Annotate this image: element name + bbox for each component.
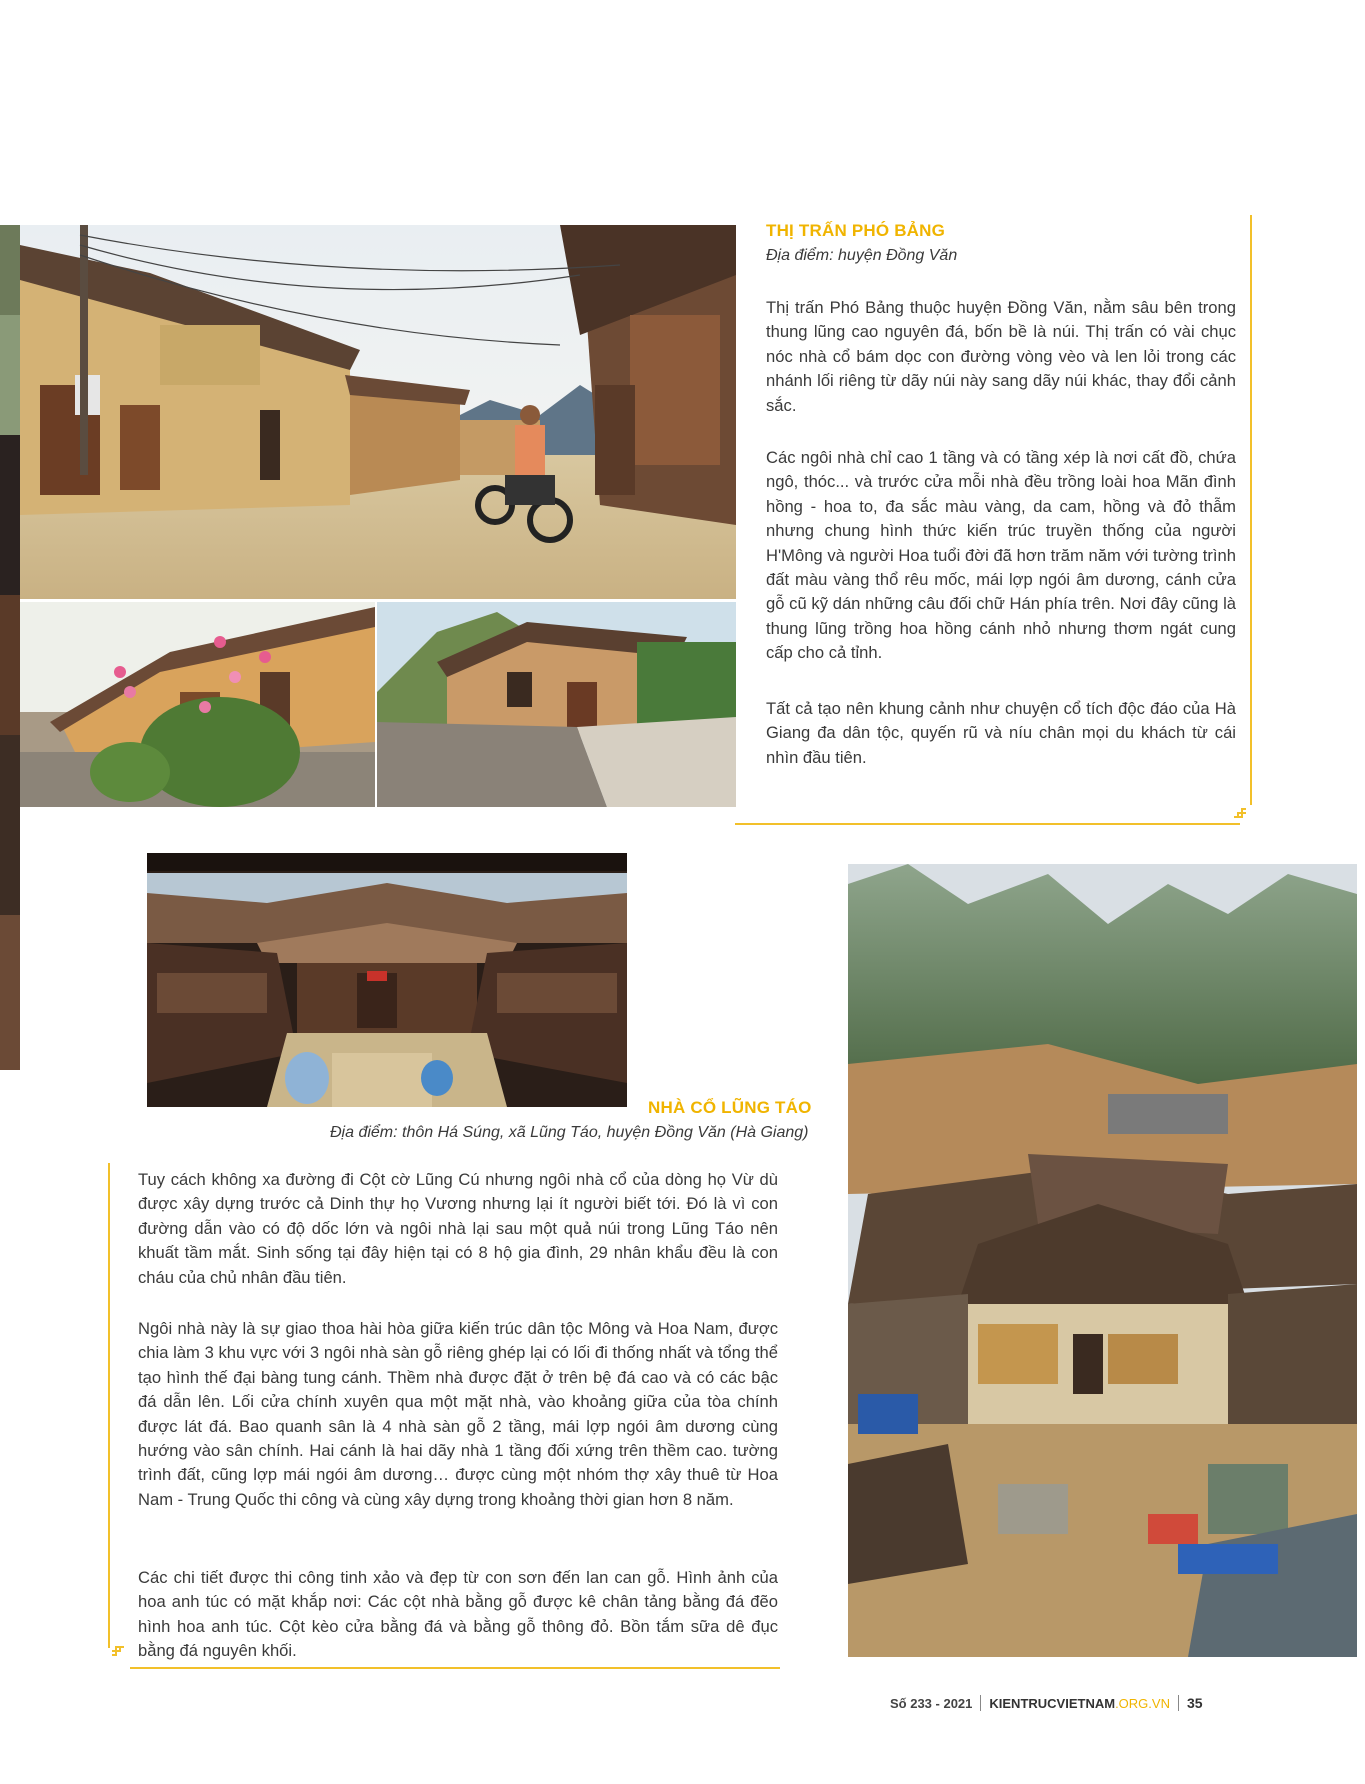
lung-tao-location: Địa điểm: thôn Há Súng, xã Lũng Táo, huyện Đồng Văn (Hà Giang) xyxy=(330,1124,809,1141)
brand-name: KIENTRUCVIETNAM xyxy=(989,1695,1116,1711)
brand-domain: .ORG.VN xyxy=(1115,1695,1170,1711)
pho-bang-street-photo xyxy=(20,225,736,599)
section1-frame-right xyxy=(1250,215,1252,805)
section2-frame-bottom xyxy=(130,1667,780,1669)
lung-tao-courtyard-photo xyxy=(147,853,627,1107)
section2-frame-left xyxy=(108,1163,110,1648)
pho-bang-paragraph-1: Thị trấn Phó Bảng thuộc huyện Đồng Văn, nằm sâu bên trong thung lũng cao nguyên đá, bốn bề là núi. Thị trấn có vài chục nóc nhà cổ bám dọc con đường vòng vèo và len lỏi trong các nhánh lối riêng từ dãy núi này sang dãy núi khác, thay đổi cảnh sắc. xyxy=(766,298,1236,415)
footer-divider-2 xyxy=(1178,1695,1179,1711)
lung-tao-paragraph-3: Các chi tiết được thi công tinh xảo và đẹp từ con sơn đến lan can gỗ. Hình ảnh của hoa anh túc có mặt khắp nơi: Các cột nhà bằng gỗ được kê chân tảng bằng đá đẽo hình hoa anh túc. Cột kèo cửa bằng đá và bằng gỗ thông đỏ. Bồn tắm sữa dê đục bằng đá nguyên khối. xyxy=(138,1568,778,1661)
lung-tao-paragraph-1: Tuy cách không xa đường đi Cột cờ Lũng Cú nhưng ngôi nhà cổ của dòng họ Vừ dù được xây dựng trước cả Dinh thự họ Vương nhưng lại ít người biết tới. Đó là vì con đường dẫn vào có độ dốc lớn và ngôi nhà lại sau một quả núi trong Lũng Táo nên khuất tầm mắt. Sinh sống tại đây hiện tại có 8 hộ gia đình, 29 nhân khẩu đều là con cháu của chủ nhân đầu tiên. xyxy=(138,1170,778,1287)
footer-divider xyxy=(980,1695,981,1711)
pho-bang-paragraph-3: Tất cả tạo nên khung cảnh như chuyện cổ tích độc đáo của Hà Giang đa dân tộc, quyến rũ và níu chân mọi du khách từ cái nhìn đầu tiên. xyxy=(766,699,1236,767)
stone-wall-village-photo xyxy=(377,602,736,807)
hollyhock-house-photo xyxy=(20,602,375,807)
page-number: 35 xyxy=(1186,1695,1203,1711)
lung-tao-paragraph-2: Ngôi nhà này là sự giao thoa hài hòa giữa kiến trúc dân tộc Mông và Hoa Nam, được chia làm 3 khu vực với 3 ngôi nhà sàn gỗ riêng ghép lại có lối đi thống nhất và tổng thể tạo hình thế đại bàng tung cánh. Thềm nhà được đặt ở trên bệ đá cao và có các bậc đá dẫn lên. Lối cửa chính xuyên qua một mặt nhà, vào khoảng giữa của tòa chính được lát đá. Bao quanh sân là 4 nhà sàn gỗ 2 tầng, mái lợp ngói âm dương cùng hướng vào sân chính. Hai cánh là hai dãy nhà 1 tầng đối xứng trên thềm cao. tường trình đất, cũng lợp mái ngói âm dương… được cùng một nhóm thợ xây thuê từ Hoa Nam - Trung Quốc thi công và cùng xây dựng trong khoảng thời gian hơn 8 năm. xyxy=(138,1319,778,1509)
pho-bang-paragraph-2: Các ngôi nhà chỉ cao 1 tầng và có tầng xép là nơi cất đồ, chứa ngô, thóc... và trước cửa mỗi nhà đều trồng loài hoa Mãn đình hồng - hoa to, đa sắc màu vàng, da cam, hồng và đỏ thẫm nhưng chung hình thức kiến trúc truyền thống của người H'Mông và người Hoa tuổi đời đã hơn trăm năm với tường trình đất màu vàng thổ rêu mốc, mái lợp ngói âm dương, cánh cửa gỗ cũ kỹ dán những câu đối chữ Hán phía trên. Nơi đây cũng là thung lũng trồng hoa hồng cánh nhỏ nhưng thơm ngát cung cấp cho cả tỉnh. xyxy=(766,448,1236,663)
lung-tao-title: NHÀ CỔ LŨNG TÁO xyxy=(648,1098,812,1117)
section1-frame-bottom xyxy=(735,823,1240,825)
left-edge-photo-strip xyxy=(0,225,20,1070)
pho-bang-location: Địa điểm: huyện Đồng Văn xyxy=(766,247,958,264)
lung-tao-aerial-photo xyxy=(848,864,1357,1657)
page-footer xyxy=(890,1693,1365,1713)
pho-bang-title: THỊ TRẤN PHÓ BẢNG xyxy=(766,221,946,240)
section2-corner-ornament-icon xyxy=(110,1645,126,1661)
issue-number: Số 233 - 2021 xyxy=(890,1695,973,1711)
section1-corner-ornament-icon xyxy=(1232,803,1248,819)
